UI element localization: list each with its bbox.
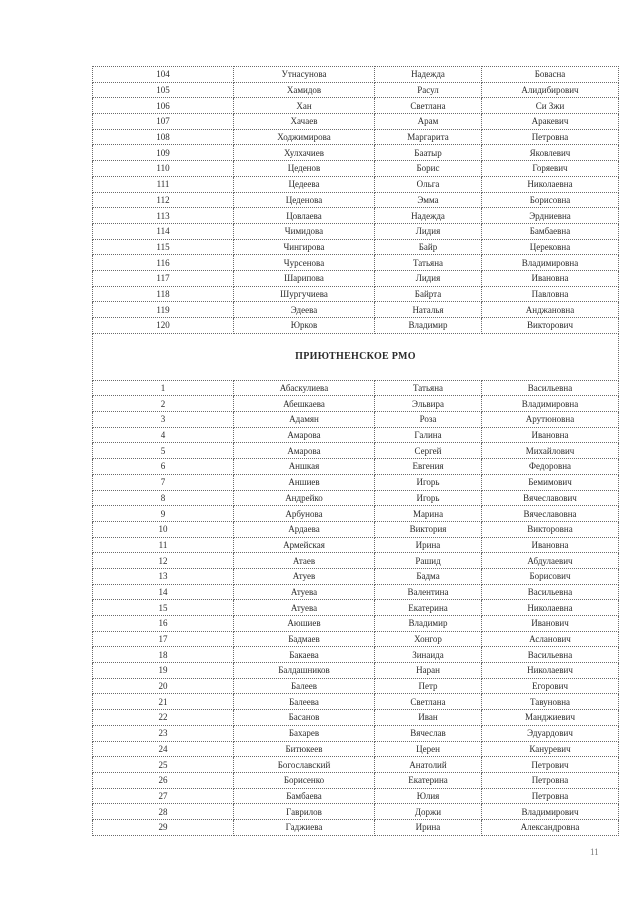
table-row	[93, 412, 619, 428]
last-name-cell: Чимидова	[234, 223, 375, 239]
row-number: 21	[93, 694, 234, 710]
first-name-cell: Петр	[375, 678, 482, 694]
last-name-cell: Цеденов	[234, 161, 375, 177]
row-number: 115	[93, 239, 234, 255]
last-name-cell: Бакаева	[234, 647, 375, 663]
first-name-cell: Екатерина	[375, 772, 482, 788]
first-name-cell: Лидия	[375, 270, 482, 286]
table-row	[93, 521, 619, 537]
last-name-cell: Бадмаев	[234, 631, 375, 647]
first-name-cell: Ирина	[375, 537, 482, 553]
last-name-cell: Армейская	[234, 537, 375, 553]
middle-name-cell: Церековна	[482, 239, 619, 255]
middle-name-cell: Алидибирович	[482, 82, 619, 98]
last-name-cell: Цеденова	[234, 192, 375, 208]
middle-name-cell: Петрович	[482, 757, 619, 773]
row-number: 28	[93, 804, 234, 820]
document-sheet	[92, 66, 614, 836]
row-number: 6	[93, 459, 234, 475]
first-name-cell: Зинаида	[375, 647, 482, 663]
table-row	[93, 788, 619, 804]
first-name-cell: Эмма	[375, 192, 482, 208]
first-name-cell: Маргарита	[375, 129, 482, 145]
row-number: 120	[93, 318, 234, 334]
table-row	[93, 678, 619, 694]
last-name-cell: Хулхачиев	[234, 145, 375, 161]
middle-name-cell: Владимировна	[482, 396, 619, 412]
table-row	[93, 772, 619, 788]
last-name-cell: Чингирова	[234, 239, 375, 255]
first-name-cell: Татьяна	[375, 255, 482, 271]
first-name-cell: Владимир	[375, 616, 482, 632]
row-number: 26	[93, 772, 234, 788]
table-row	[93, 757, 619, 773]
middle-name-cell: Петровна	[482, 788, 619, 804]
last-name-cell: Амарова	[234, 427, 375, 443]
last-name-cell: Ардаева	[234, 521, 375, 537]
row-number: 10	[93, 521, 234, 537]
table-row	[93, 725, 619, 741]
row-number: 109	[93, 145, 234, 161]
last-name-cell: Битюкеев	[234, 741, 375, 757]
row-number: 110	[93, 161, 234, 177]
middle-name-cell: Асланович	[482, 631, 619, 647]
row-number: 104	[93, 67, 234, 83]
last-name-cell: Балдашников	[234, 663, 375, 679]
row-number: 4	[93, 427, 234, 443]
first-name-cell: Надежда	[375, 208, 482, 224]
row-number: 3	[93, 412, 234, 428]
middle-name-cell: Горяевич	[482, 161, 619, 177]
first-name-cell: Марина	[375, 506, 482, 522]
table-row	[93, 223, 619, 239]
middle-name-cell: Викторовна	[482, 521, 619, 537]
middle-name-cell: Тавуновна	[482, 694, 619, 710]
middle-name-cell: Вячеславович	[482, 490, 619, 506]
first-name-cell: Ольга	[375, 176, 482, 192]
last-name-cell: Цовлаева	[234, 208, 375, 224]
table-row	[93, 443, 619, 459]
first-name-cell: Виктория	[375, 521, 482, 537]
table-row	[93, 568, 619, 584]
middle-name-cell: Васильевна	[482, 647, 619, 663]
row-number: 15	[93, 600, 234, 616]
first-name-cell: Расул	[375, 82, 482, 98]
last-name-cell: Цедеева	[234, 176, 375, 192]
row-number: 108	[93, 129, 234, 145]
table-row	[93, 396, 619, 412]
middle-name-cell: Николаевна	[482, 176, 619, 192]
first-name-cell: Светлана	[375, 98, 482, 114]
middle-name-cell: Петровна	[482, 129, 619, 145]
table-row	[93, 239, 619, 255]
last-name-cell: Бахарев	[234, 725, 375, 741]
first-name-cell: Церен	[375, 741, 482, 757]
last-name-cell: Амарова	[234, 443, 375, 459]
row-number: 8	[93, 490, 234, 506]
row-number: 22	[93, 710, 234, 726]
first-name-cell: Байр	[375, 239, 482, 255]
last-name-cell: Абаскулиева	[234, 380, 375, 396]
table-row	[93, 129, 619, 145]
row-number: 116	[93, 255, 234, 271]
table-row	[93, 286, 619, 302]
table-row	[93, 694, 619, 710]
row-number: 2	[93, 396, 234, 412]
last-name-cell: Чурсенова	[234, 255, 375, 271]
table-row	[93, 506, 619, 522]
first-name-cell: Владимир	[375, 318, 482, 334]
row-number: 23	[93, 725, 234, 741]
table-row	[93, 114, 619, 130]
table-row	[93, 631, 619, 647]
middle-name-cell: Викторович	[482, 318, 619, 334]
list-table	[92, 66, 619, 836]
last-name-cell: Бамбаева	[234, 788, 375, 804]
table-row	[93, 459, 619, 475]
middle-name-cell: Николаевна	[482, 600, 619, 616]
row-number: 1	[93, 380, 234, 396]
first-name-cell: Бадма	[375, 568, 482, 584]
table-row	[93, 67, 619, 83]
row-number: 9	[93, 506, 234, 522]
first-name-cell: Наран	[375, 663, 482, 679]
last-name-cell: Атуева	[234, 584, 375, 600]
last-name-cell: Хан	[234, 98, 375, 114]
first-name-cell: Вячеслав	[375, 725, 482, 741]
row-number: 11	[93, 537, 234, 553]
middle-name-cell: Егорович	[482, 678, 619, 694]
middle-name-cell: Владимировна	[482, 255, 619, 271]
last-name-cell: Аюшиев	[234, 616, 375, 632]
middle-name-cell: Бемимович	[482, 474, 619, 490]
table-row	[93, 270, 619, 286]
section-title: ПРИЮТНЕНСКОЕ РМО	[93, 333, 619, 380]
middle-name-cell: Павловна	[482, 286, 619, 302]
first-name-cell: Игорь	[375, 474, 482, 490]
table-row	[93, 318, 619, 334]
first-name-cell: Анатолий	[375, 757, 482, 773]
table-body-top	[93, 67, 619, 334]
last-name-cell: Шургучиева	[234, 286, 375, 302]
middle-name-cell: Си Зжи	[482, 98, 619, 114]
first-name-cell: Надежда	[375, 67, 482, 83]
last-name-cell: Аншиев	[234, 474, 375, 490]
last-name-cell: Атуев	[234, 568, 375, 584]
middle-name-cell: Бовасна	[482, 67, 619, 83]
middle-name-cell: Владимирович	[482, 804, 619, 820]
table-row	[93, 208, 619, 224]
row-number: 118	[93, 286, 234, 302]
middle-name-cell: Федоровна	[482, 459, 619, 475]
last-name-cell: Хамидов	[234, 82, 375, 98]
middle-name-cell: Аракевич	[482, 114, 619, 130]
first-name-cell: Рашид	[375, 553, 482, 569]
row-number: 27	[93, 788, 234, 804]
first-name-cell: Ирина	[375, 819, 482, 835]
first-name-cell: Доржи	[375, 804, 482, 820]
row-number: 105	[93, 82, 234, 98]
last-name-cell: Хачаев	[234, 114, 375, 130]
table-row	[93, 600, 619, 616]
table-row	[93, 82, 619, 98]
last-name-cell: Эдеева	[234, 302, 375, 318]
middle-name-cell: Борисович	[482, 568, 619, 584]
middle-name-cell: Эрдниевна	[482, 208, 619, 224]
middle-name-cell: Арутюновна	[482, 412, 619, 428]
last-name-cell: Утнасунова	[234, 67, 375, 83]
table-row	[93, 663, 619, 679]
first-name-cell: Баатыр	[375, 145, 482, 161]
row-number: 106	[93, 98, 234, 114]
row-number: 25	[93, 757, 234, 773]
first-name-cell: Хонгор	[375, 631, 482, 647]
table-row	[93, 98, 619, 114]
middle-name-cell: Александровна	[482, 819, 619, 835]
first-name-cell: Евгения	[375, 459, 482, 475]
last-name-cell: Атаев	[234, 553, 375, 569]
row-number: 17	[93, 631, 234, 647]
row-number: 29	[93, 819, 234, 835]
table-row	[93, 255, 619, 271]
first-name-cell: Лидия	[375, 223, 482, 239]
middle-name-cell: Абдулаевич	[482, 553, 619, 569]
first-name-cell: Арам	[375, 114, 482, 130]
table-row	[93, 176, 619, 192]
table-row	[93, 161, 619, 177]
table-row	[93, 302, 619, 318]
table-row	[93, 145, 619, 161]
page-number: 11	[590, 847, 599, 857]
last-name-cell: Адамян	[234, 412, 375, 428]
last-name-cell: Абешкаева	[234, 396, 375, 412]
first-name-cell: Светлана	[375, 694, 482, 710]
last-name-cell: Юрков	[234, 318, 375, 334]
table-row	[93, 537, 619, 553]
last-name-cell: Балеев	[234, 678, 375, 694]
row-number: 112	[93, 192, 234, 208]
first-name-cell: Байрта	[375, 286, 482, 302]
first-name-cell: Борис	[375, 161, 482, 177]
row-number: 12	[93, 553, 234, 569]
last-name-cell: Гаджиева	[234, 819, 375, 835]
first-name-cell: Юлия	[375, 788, 482, 804]
first-name-cell: Сергей	[375, 443, 482, 459]
last-name-cell: Шарипова	[234, 270, 375, 286]
first-name-cell: Татьяна	[375, 380, 482, 396]
last-name-cell: Борисенко	[234, 772, 375, 788]
row-number: 117	[93, 270, 234, 286]
middle-name-cell: Ивановна	[482, 427, 619, 443]
table-row	[93, 427, 619, 443]
table-row	[93, 584, 619, 600]
first-name-cell: Игорь	[375, 490, 482, 506]
last-name-cell: Басанов	[234, 710, 375, 726]
last-name-cell: Ходжимирова	[234, 129, 375, 145]
last-name-cell: Богославский	[234, 757, 375, 773]
table-row	[93, 380, 619, 396]
table-row	[93, 804, 619, 820]
first-name-cell: Галина	[375, 427, 482, 443]
first-name-cell: Роза	[375, 412, 482, 428]
row-number: 19	[93, 663, 234, 679]
middle-name-cell: Михайлович	[482, 443, 619, 459]
middle-name-cell: Васильевна	[482, 584, 619, 600]
table-row	[93, 192, 619, 208]
row-number: 5	[93, 443, 234, 459]
last-name-cell: Гаврилов	[234, 804, 375, 820]
first-name-cell: Иван	[375, 710, 482, 726]
table-row	[93, 647, 619, 663]
first-name-cell: Валентина	[375, 584, 482, 600]
middle-name-cell: Ивановна	[482, 537, 619, 553]
middle-name-cell: Николаевич	[482, 663, 619, 679]
table-row	[93, 819, 619, 835]
middle-name-cell: Борисовна	[482, 192, 619, 208]
section-header-body	[93, 333, 619, 380]
row-number: 13	[93, 568, 234, 584]
last-name-cell: Арбунова	[234, 506, 375, 522]
row-number: 107	[93, 114, 234, 130]
last-name-cell: Аншкая	[234, 459, 375, 475]
row-number: 119	[93, 302, 234, 318]
last-name-cell: Балеева	[234, 694, 375, 710]
middle-name-cell: Бамбаевна	[482, 223, 619, 239]
middle-name-cell: Ивановна	[482, 270, 619, 286]
table-row	[93, 490, 619, 506]
last-name-cell: Андрейко	[234, 490, 375, 506]
middle-name-cell: Васильевна	[482, 380, 619, 396]
table-row	[93, 474, 619, 490]
table-row	[93, 616, 619, 632]
middle-name-cell: Вячеславовна	[482, 506, 619, 522]
row-number: 16	[93, 616, 234, 632]
row-number: 7	[93, 474, 234, 490]
row-number: 20	[93, 678, 234, 694]
first-name-cell: Наталья	[375, 302, 482, 318]
first-name-cell: Екатерина	[375, 600, 482, 616]
row-number: 14	[93, 584, 234, 600]
row-number: 113	[93, 208, 234, 224]
table-body-bottom	[93, 380, 619, 835]
section-row	[93, 333, 619, 380]
last-name-cell: Атуева	[234, 600, 375, 616]
middle-name-cell: Петровна	[482, 772, 619, 788]
row-number: 24	[93, 741, 234, 757]
middle-name-cell: Кануревич	[482, 741, 619, 757]
row-number: 18	[93, 647, 234, 663]
middle-name-cell: Манджиевич	[482, 710, 619, 726]
middle-name-cell: Яковлевич	[482, 145, 619, 161]
first-name-cell: Эльвира	[375, 396, 482, 412]
table-row	[93, 741, 619, 757]
table-row	[93, 710, 619, 726]
row-number: 111	[93, 176, 234, 192]
middle-name-cell: Эдуардович	[482, 725, 619, 741]
row-number: 114	[93, 223, 234, 239]
middle-name-cell: Анджановна	[482, 302, 619, 318]
middle-name-cell: Иванович	[482, 616, 619, 632]
table-row	[93, 553, 619, 569]
